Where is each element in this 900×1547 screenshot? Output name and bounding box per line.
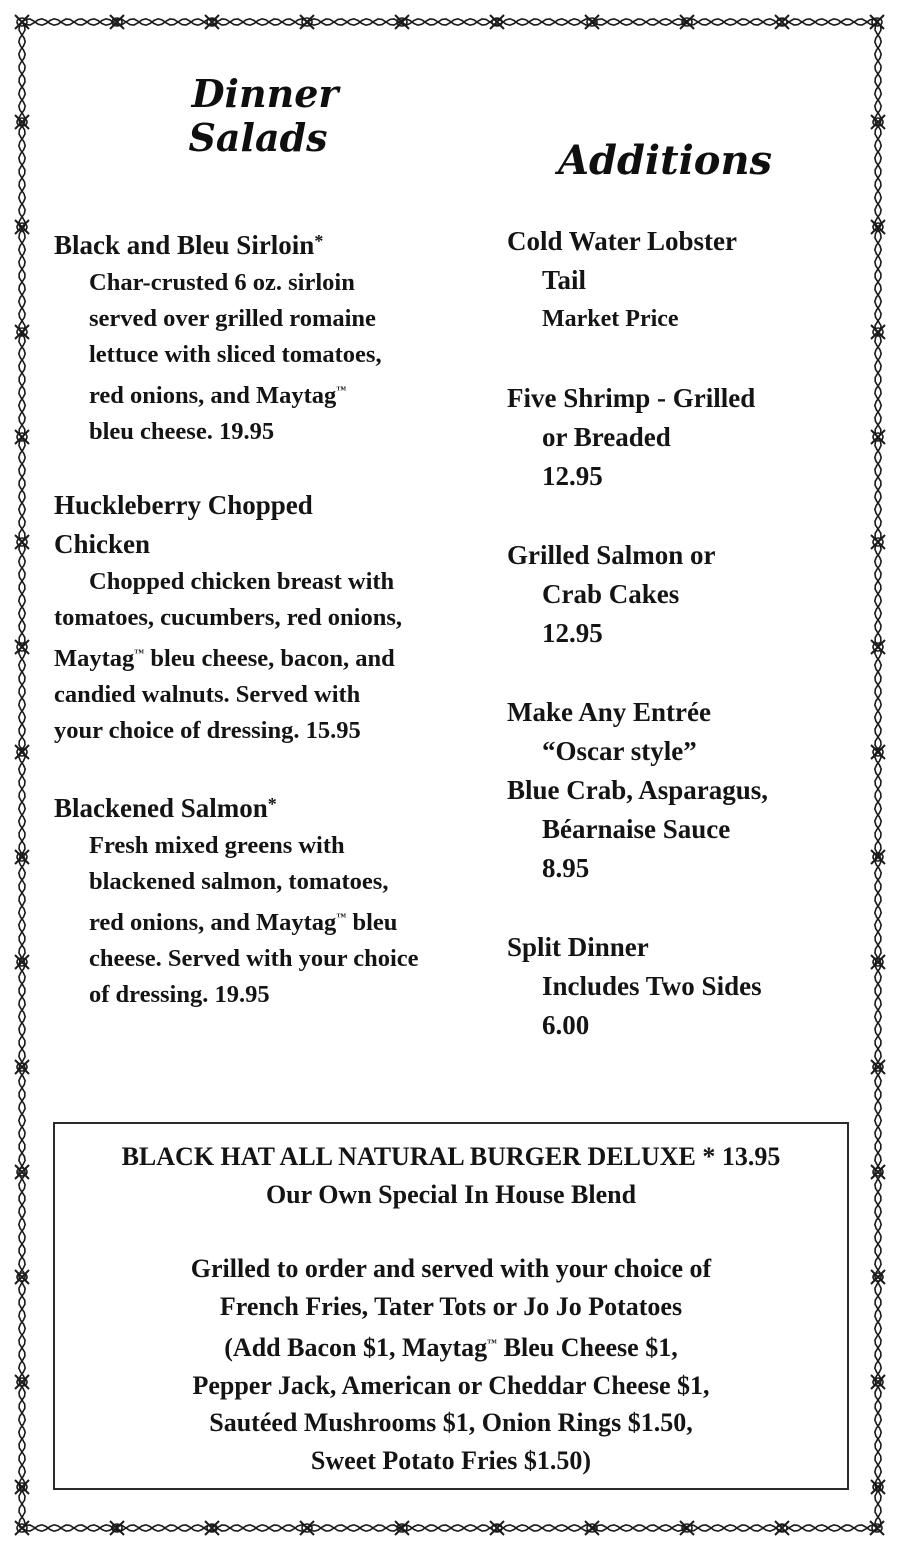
addition-item-lobster-tail: Cold Water Lobster Tail Market Price [507,226,738,332]
additions-column [507,222,837,1085]
salads-title-line1: Dinner [191,71,339,116]
burger-line: Sweet Potato Fries $1.50) [310,1445,592,1475]
item-name: Huckleberry Chopped Chicken [54,490,313,559]
burger-line: (Add Bacon $1, Maytag™ Bleu Cheese $1, [224,1333,678,1362]
addition-item-oscar-style: Make Any Entrée “Oscar style” Blue Crab, Asparagus, Béarnaise Sauce 8.95 [507,697,769,883]
burger-line: Sautéed Mushrooms $1, Onion Rings $1.50, [209,1408,693,1437]
salads-title [150,72,380,159]
burger-subtitle: Our Own Special In House Blend [265,1179,637,1209]
salad-item-black-bleu-sirloin [54,222,474,450]
addition-item-salmon-crab-cakes: Grilled Salmon or Crab Cakes 12.95 [507,540,716,648]
burger-line: Grilled to order and served with your choice of [190,1254,712,1283]
addition-item-split-dinner: Split Dinner Includes Two Sides 6.00 [507,932,762,1040]
burger-line: French Fries, Tater Tots or Jo Jo Potatoes [219,1291,683,1321]
burger-title: BLACK HAT ALL NATURAL BURGER DELUXE * 13.95 [121,1142,781,1171]
salads-column [54,222,474,1049]
item-name: Blackened Salmon* [54,793,277,823]
item-description: Chopped chicken breast with tomatoes, cucumbers, red onions, Maytag™ bleu cheese, bacon, and candied walnuts. Served with your choice of dressing. 15.95 [54,568,402,744]
item-description: Char-crusted 6 oz. sirloin served over grilled romaine lettuce with sliced tomatoes, red onions, and Maytag™ bleu cheese. 19.95 [89,269,382,445]
salad-item-blackened-salmon [54,785,474,1013]
additions-title: Additions [557,137,773,184]
burger-deluxe-box [53,1122,849,1490]
addition-item-five-shrimp: Five Shrimp - Grilled or Breaded 12.95 [507,383,756,491]
burger-line: Pepper Jack, American or Cheddar Cheese $1, [192,1370,710,1400]
item-description: Fresh mixed greens with blackened salmon, tomatoes, red onions, and Maytag™ bleu cheese. Served with your choice of dressing. 19.95 [89,832,419,1008]
salad-item-huckleberry-chopped-chicken [54,486,474,749]
salads-title-line2: Salads [188,114,328,160]
item-name: Black and Bleu Sirloin* [54,230,324,260]
